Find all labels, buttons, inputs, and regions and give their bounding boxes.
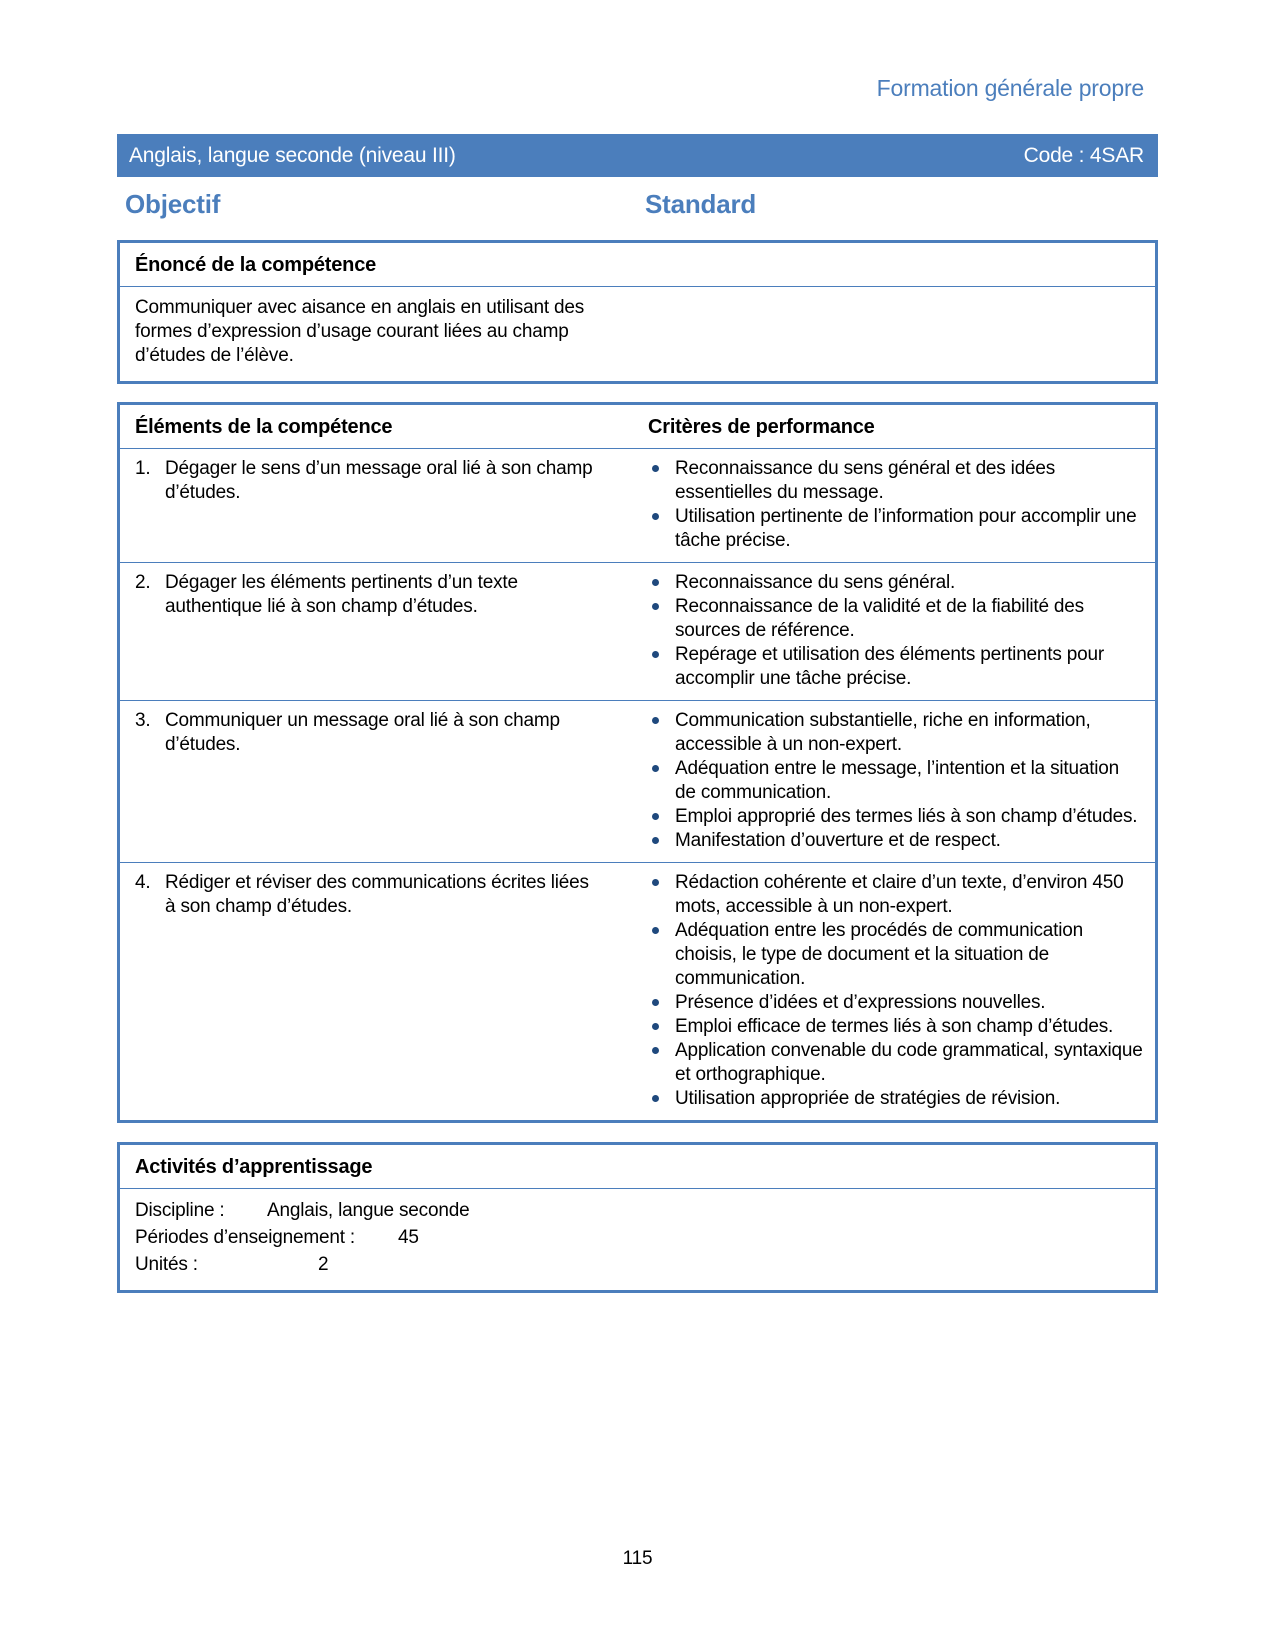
course-title: Anglais, langue seconde (niveau III)	[129, 143, 456, 167]
competency-table-rows	[120, 449, 1155, 1120]
table-row	[120, 862, 1155, 1120]
page-content	[117, 0, 1158, 1293]
objectif-heading: Objectif	[125, 189, 221, 219]
page-header-label: Formation générale propre	[876, 75, 1144, 101]
criteria-list	[630, 709, 1155, 853]
standard-heading: Standard	[645, 189, 757, 219]
criterion-item: Manifestation d’ouverture et de respect.	[630, 829, 1143, 853]
criterion-item: Reconnaissance du sens général et des idées essentielles du message.	[630, 457, 1143, 505]
criterion-item: Adéquation entre le message, l’intention et la situation de communication.	[630, 757, 1143, 805]
criterion-item: Reconnaissance de la validité et de la fiabilité des sources de référence.	[630, 595, 1143, 643]
criterion-item: Reconnaissance du sens général.	[630, 571, 1143, 595]
competency-table	[117, 402, 1158, 1123]
criterion-item: Utilisation appropriée de stratégies de révision.	[630, 1087, 1143, 1111]
element-text: Communiquer un message oral lié à son champ d’études.	[165, 710, 560, 755]
enonce-box	[117, 240, 1158, 384]
criteria-cell	[630, 709, 1155, 853]
activity-value: 45	[398, 1227, 419, 1248]
activity-value: 2	[318, 1254, 329, 1275]
activity-label: Périodes d’enseignement :	[135, 1227, 355, 1248]
criterion-item: Communication substantielle, riche en information, accessible à un non-expert.	[630, 709, 1143, 757]
activity-value: Anglais, langue seconde	[267, 1200, 470, 1221]
criterion-item: Rédaction cohérente et claire d’un texte, d’environ 450 mots, accessible à un non-expert.	[630, 871, 1143, 919]
criterion-item: Utilisation pertinente de l’information pour accomplir une tâche précise.	[630, 505, 1143, 553]
table-row	[120, 562, 1155, 700]
element-cell	[120, 571, 630, 691]
criteria-list	[630, 457, 1155, 553]
criterion-item: Emploi approprié des termes liés à son champ d’études.	[630, 805, 1143, 829]
table-row	[120, 700, 1155, 862]
criteria-list	[630, 871, 1155, 1111]
activites-title: Activités d’apprentissage	[120, 1145, 1155, 1189]
course-banner	[117, 134, 1158, 177]
criteria-list	[630, 571, 1155, 691]
element-number: 4.	[135, 872, 151, 893]
criterion-item: Adéquation entre les procédés de communication choisis, le type de document et la situation de communication.	[630, 919, 1143, 991]
element-text: Dégager les éléments pertinents d’un texte authentique lié à son champ d’études.	[165, 572, 518, 617]
competency-table-header	[120, 405, 1155, 449]
enonce-body: Communiquer avec aisance en anglais en utilisant des formes d’expression d’usage courant liées au champ d’études de l’élève.	[135, 297, 585, 366]
criteres-header: Critères de performance	[648, 416, 875, 438]
activity-row	[120, 1224, 1155, 1251]
activity-label: Unités :	[135, 1254, 198, 1275]
criterion-item: Présence d’idées et d’expressions nouvelles.	[630, 991, 1143, 1015]
elements-header: Éléments de la compétence	[135, 416, 393, 438]
page-number: 115	[622, 1548, 653, 1569]
table-row	[120, 449, 1155, 562]
element-text: Dégager le sens d’un message oral lié à son champ d’études.	[165, 458, 593, 503]
element-cell	[120, 457, 630, 553]
enonce-title: Énoncé de la compétence	[120, 243, 1155, 287]
activity-label: Discipline :	[135, 1200, 225, 1221]
course-code: Code : 4SAR	[1023, 143, 1144, 167]
criteria-cell	[630, 571, 1155, 691]
activity-row	[120, 1197, 1155, 1224]
criteria-cell	[630, 457, 1155, 553]
criterion-item: Emploi efficace de termes liés à son champ d’études.	[630, 1015, 1143, 1039]
element-cell	[120, 709, 630, 853]
column-headings	[117, 189, 1158, 221]
element-number: 3.	[135, 710, 151, 731]
criterion-item: Application convenable du code grammatical, syntaxique et orthographique.	[630, 1039, 1143, 1087]
element-text: Rédiger et réviser des communications écrites liées à son champ d’études.	[165, 872, 589, 917]
activites-rows	[120, 1189, 1155, 1290]
element-number: 1.	[135, 458, 151, 479]
activity-row	[120, 1251, 1155, 1278]
element-cell	[120, 871, 630, 1111]
element-number: 2.	[135, 572, 151, 593]
activites-box	[117, 1142, 1158, 1293]
criterion-item: Repérage et utilisation des éléments pertinents pour accomplir une tâche précise.	[630, 643, 1143, 691]
criteria-cell	[630, 871, 1155, 1111]
